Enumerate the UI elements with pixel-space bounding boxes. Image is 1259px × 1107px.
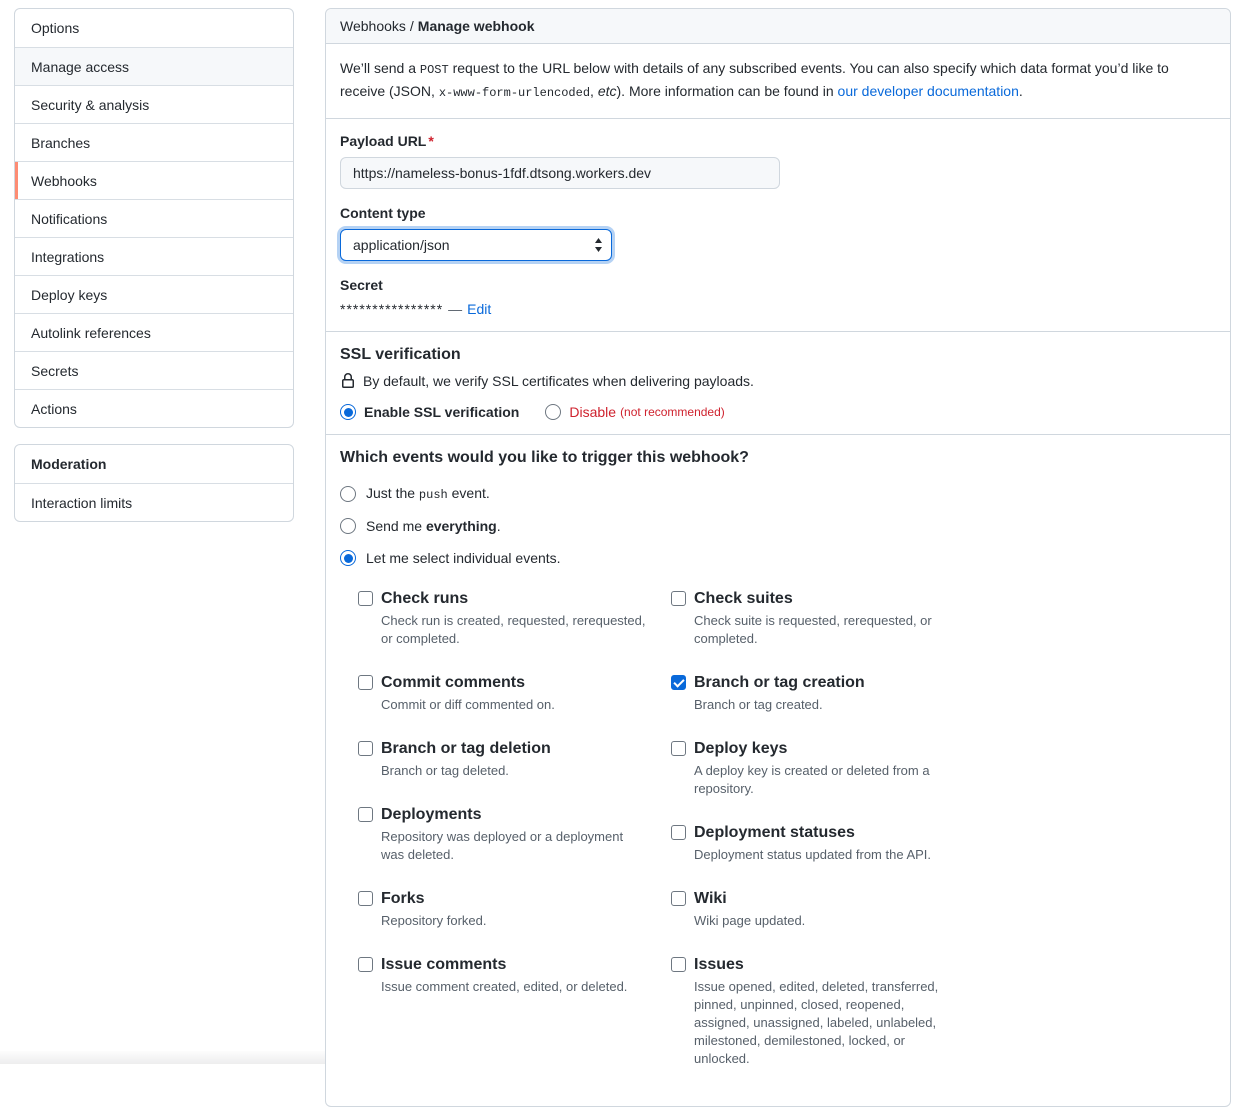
- developer-docs-link[interactable]: our developer documentation: [837, 83, 1019, 99]
- event-description: Wiki page updated.: [694, 913, 806, 928]
- event-checkbox[interactable]: [671, 741, 686, 756]
- event-item-branch-or-tag-deletion: [358, 738, 671, 780]
- event-description: Branch or tag deleted.: [381, 763, 509, 778]
- event-item-commit-comments: [358, 672, 671, 714]
- event-checkbox[interactable]: [358, 807, 373, 822]
- ssl-section: [326, 332, 1230, 435]
- event-checkbox[interactable]: [671, 957, 686, 972]
- event-checkbox[interactable]: [671, 891, 686, 906]
- event-title[interactable]: Deploy keys: [694, 740, 788, 757]
- event-item-check-runs: [358, 588, 671, 648]
- event-checkbox-label[interactable]: [671, 738, 960, 759]
- post-code: POST: [419, 63, 449, 77]
- event-title[interactable]: Issue comments: [381, 956, 507, 973]
- event-item-branch-or-tag-creation: [671, 672, 984, 714]
- event-item-issue-comments: [358, 954, 671, 996]
- sidebar-item-autolink-references[interactable]: Autolink references: [15, 313, 293, 351]
- events-radio-everything[interactable]: Send me everything.: [340, 518, 1216, 534]
- breadcrumb-separator: /: [409, 18, 414, 34]
- secret-edit-link[interactable]: Edit: [467, 301, 492, 317]
- breadcrumb-current: Manage webhook: [417, 18, 535, 34]
- secret-masked-value: ****************: [340, 301, 444, 317]
- event-checkbox[interactable]: [671, 591, 686, 606]
- event-title[interactable]: Deployments: [381, 806, 482, 823]
- event-item-check-suites: [671, 588, 984, 648]
- sidebar-item-interaction-limits[interactable]: Interaction limits: [15, 483, 293, 521]
- payload-url-label: Payload URL *: [340, 133, 434, 149]
- page-bottom-edge: [0, 1051, 325, 1064]
- event-title[interactable]: Commit comments: [381, 674, 526, 691]
- sidebar-item-integrations[interactable]: Integrations: [15, 237, 293, 275]
- event-title[interactable]: Check suites: [694, 590, 793, 607]
- ssl-disable-radio[interactable]: Disable (not recommended): [545, 404, 724, 420]
- sidebar-item-secrets[interactable]: Secrets: [15, 351, 293, 389]
- event-description: Deployment status updated from the API.: [694, 847, 932, 862]
- event-checkbox-label[interactable]: [358, 588, 647, 609]
- event-checkbox-label[interactable]: [671, 954, 960, 975]
- event-description: Repository forked.: [381, 913, 487, 928]
- events-grid: [358, 588, 1216, 1092]
- event-item-forks: [358, 888, 671, 930]
- radio-unselected-icon[interactable]: [545, 404, 561, 420]
- ssl-enable-radio[interactable]: Enable SSL verification: [340, 404, 519, 420]
- radio-selected-icon[interactable]: [340, 404, 356, 420]
- event-description: Check suite is requested, rerequested, or completed.: [694, 613, 932, 646]
- event-description: Branch or tag created.: [694, 697, 823, 712]
- event-checkbox-label[interactable]: [671, 822, 960, 843]
- event-description: Commit or diff commented on.: [381, 697, 555, 712]
- event-item-deployment-statuses: [671, 822, 984, 864]
- sidebar-item-actions[interactable]: Actions: [15, 389, 293, 427]
- content-type-select[interactable]: [340, 229, 612, 261]
- event-checkbox[interactable]: [358, 591, 373, 606]
- event-title[interactable]: Forks: [381, 890, 425, 907]
- content-type-label: Content type: [340, 205, 426, 221]
- event-checkbox[interactable]: [671, 825, 686, 840]
- event-item-deployments: [358, 804, 671, 864]
- sidebar-item-manage-access[interactable]: Manage access: [15, 47, 293, 85]
- urlencoded-code: x-www-form-urlencoded: [438, 86, 591, 100]
- events-section: [326, 435, 1230, 1106]
- secret-separator: —: [448, 301, 463, 317]
- breadcrumb-webhooks-link[interactable]: Webhooks: [340, 18, 406, 34]
- event-title[interactable]: Issues: [694, 956, 744, 973]
- event-title[interactable]: Wiki: [694, 890, 727, 907]
- event-checkbox-label[interactable]: [358, 672, 647, 693]
- webhook-form-section: [326, 119, 1230, 332]
- event-checkbox-label[interactable]: [671, 888, 960, 909]
- event-checkbox-label[interactable]: [671, 672, 960, 693]
- intro-text: We’ll send a POST request to the URL below with details of any subscribed events. You can also specify which data format you’d like to receive (JSON, x-www-form-urlencoded, etc). More information can be found in our developer documentation.: [340, 60, 1169, 100]
- event-checkbox-label[interactable]: [358, 804, 647, 825]
- events-column-left: [358, 588, 671, 1092]
- manage-webhook-card: [325, 8, 1231, 1107]
- content-type-select-wrap: [340, 229, 612, 261]
- sidebar-item-branches[interactable]: Branches: [15, 123, 293, 161]
- secret-label: Secret: [340, 277, 383, 293]
- content-type-field: [340, 205, 1216, 261]
- event-description: Check run is created, requested, rerequested, or completed.: [381, 613, 646, 646]
- breadcrumb: [326, 9, 1230, 44]
- sidebar-item-options[interactable]: Options: [31, 20, 80, 36]
- moderation-nav-list: [14, 444, 294, 522]
- event-title[interactable]: Branch or tag deletion: [381, 740, 551, 757]
- event-item-deploy-keys: [671, 738, 984, 798]
- repo-settings-sidebar: [14, 8, 294, 538]
- moderation-section-header: Moderation: [31, 456, 107, 472]
- payload-url-input[interactable]: [340, 157, 780, 189]
- push-code: push: [418, 488, 448, 502]
- secret-row: [340, 301, 1216, 317]
- intro-section: [326, 44, 1230, 119]
- radio-unselected-icon[interactable]: [340, 518, 356, 534]
- event-checkbox[interactable]: [358, 741, 373, 756]
- event-checkbox[interactable]: [358, 957, 373, 972]
- event-item-wiki: [671, 888, 984, 930]
- radio-unselected-icon[interactable]: [340, 486, 356, 502]
- lock-icon: [340, 373, 356, 389]
- sidebar-item-deploy-keys[interactable]: Deploy keys: [15, 275, 293, 313]
- required-asterisk: *: [428, 133, 434, 149]
- event-checkbox[interactable]: [358, 891, 373, 906]
- event-description: Repository was deployed or a deployment was deleted.: [381, 829, 624, 862]
- event-checkbox-label[interactable]: [671, 588, 960, 609]
- sidebar-item-webhooks[interactable]: Webhooks: [15, 161, 293, 199]
- event-checkbox-label[interactable]: [358, 954, 647, 975]
- sidebar-item-notifications[interactable]: Notifications: [15, 199, 293, 237]
- event-checkbox-label[interactable]: [358, 888, 647, 909]
- event-title[interactable]: Deployment statuses: [694, 824, 855, 841]
- sidebar-item-security-analysis[interactable]: Security & analysis: [15, 85, 293, 123]
- event-description: A deploy key is created or deleted from a repository.: [694, 763, 930, 796]
- event-checkbox[interactable]: [358, 675, 373, 690]
- ssl-heading: SSL verification: [340, 346, 461, 363]
- events-radio-just-push[interactable]: Just the push event.: [340, 485, 1216, 502]
- event-item-issues: [671, 954, 984, 1068]
- events-column-right: [671, 588, 984, 1092]
- events-question: Which events would you like to trigger this webhook?: [340, 449, 749, 466]
- events-radio-individual[interactable]: Let me select individual events.: [340, 550, 1216, 566]
- event-description: Issue comment created, edited, or deleted.: [381, 979, 628, 994]
- event-checkbox-label[interactable]: [358, 738, 647, 759]
- event-checkbox[interactable]: [671, 675, 686, 690]
- radio-selected-icon[interactable]: [340, 550, 356, 566]
- ssl-note: By default, we verify SSL certificates when delivering payloads.: [340, 372, 1216, 389]
- secret-field: [340, 277, 1216, 317]
- event-title[interactable]: Check runs: [381, 590, 469, 607]
- event-description: Issue opened, edited, deleted, transferred, pinned, unpinned, closed, reopened, assigned, unassigned, labeled, unlabeled, milestoned, demilestoned, locked, or unlocked.: [694, 979, 939, 1066]
- settings-nav-list: [14, 8, 294, 428]
- ssl-radio-group: [340, 404, 1216, 420]
- payload-url-field: [340, 133, 1216, 189]
- event-title[interactable]: Branch or tag creation: [694, 674, 865, 691]
